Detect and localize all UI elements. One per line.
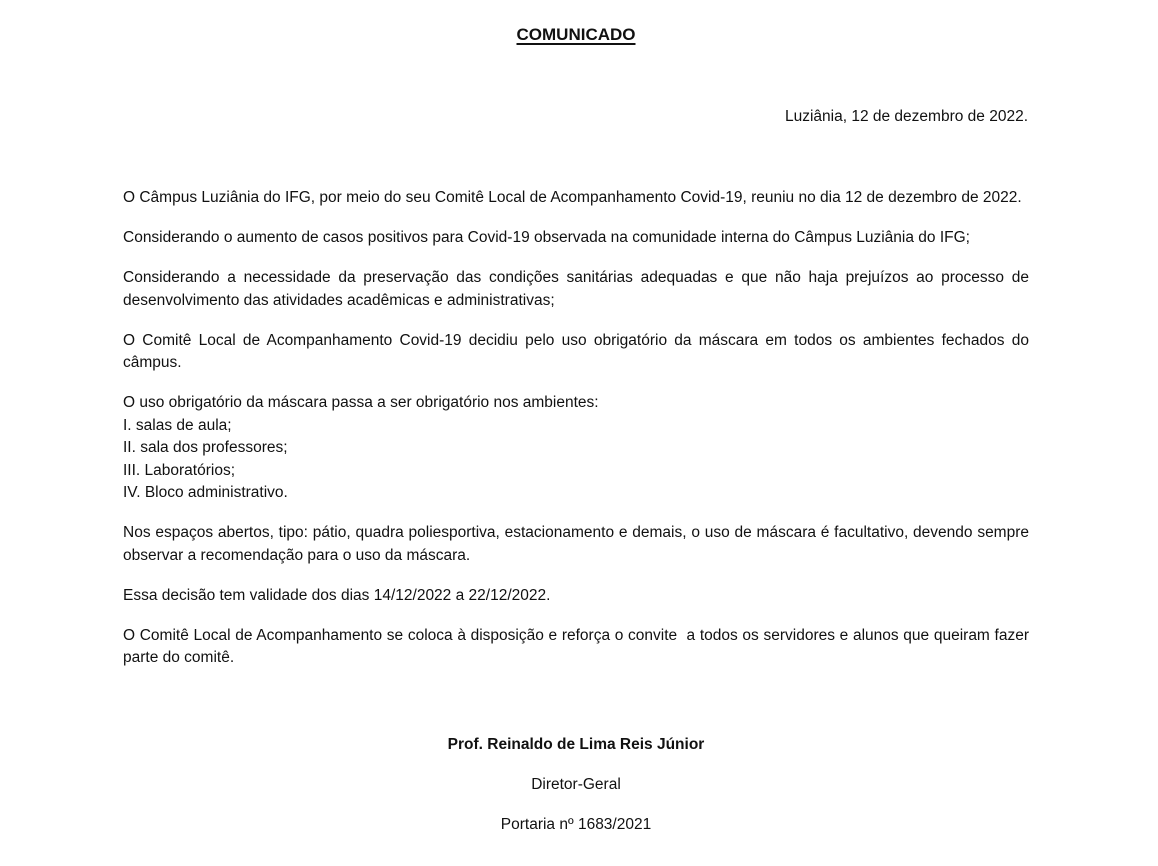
document-body [123, 187, 1034, 687]
open-spaces-paragraph: Nos espaços abertos, tipo: pátio, quadra poliesportiva, estacionamento e demais, o uso de máscara é facultativo, devendo sempre observar a recomendação para o uso da máscara. [123, 524, 1029, 564]
environments-list [123, 415, 1029, 505]
environment-item: II. sala dos professores; [123, 439, 288, 456]
dateline: Luziânia, 12 de dezembro de 2022. [784, 108, 1028, 125]
environment-item: I. salas de aula; [123, 416, 232, 434]
considering-paragraph-2: Considerando a necessidade da preservação das condições sanitárias adequadas e que não haja prejuízos ao processo de desenvolvimento das atividades acadêmicas e administrativas; [123, 269, 1029, 309]
environment-item: III. Laboratórios; [123, 461, 236, 479]
signatory-name: Prof. Reinaldo de Lima Reis Júnior [447, 736, 705, 753]
invitation-paragraph: O Comitê Local de Acompanhamento se coloca à disposição e reforça o convite a todos os servidores e alunos que queiram fazer parte do comitê. [123, 626, 1034, 666]
considering-paragraph-1: Considerando o aumento de casos positivos para Covid-19 observada na comunidade interna do Câmpus Luziânia do IFG; [123, 229, 970, 246]
validity-paragraph: Essa decisão tem validade dos dias 14/12/2022 a 22/12/2022. [123, 586, 551, 604]
signatory-portaria: Portaria nº 1683/2021 [500, 816, 652, 833]
intro-paragraph: O Câmpus Luziânia do IFG, por meio do seu Comitê Local de Acompanhamento Covid-19, reuniu no dia 12 de dezembro de 2022. [123, 189, 1022, 206]
environments-section [123, 392, 1029, 505]
decision-paragraph: O Comitê Local de Acompanhamento Covid-19 decidiu pelo uso obrigatório da máscara em todos os ambientes fechados do câmpus. [123, 331, 1029, 371]
environment-item: IV. Bloco administrativo. [123, 484, 288, 501]
document-title: COMUNICADO [516, 25, 636, 44]
signatory-role: Diretor-Geral [531, 776, 621, 793]
environments-intro: O uso obrigatório da máscara passa a ser obrigatório nos ambientes: [123, 394, 599, 411]
